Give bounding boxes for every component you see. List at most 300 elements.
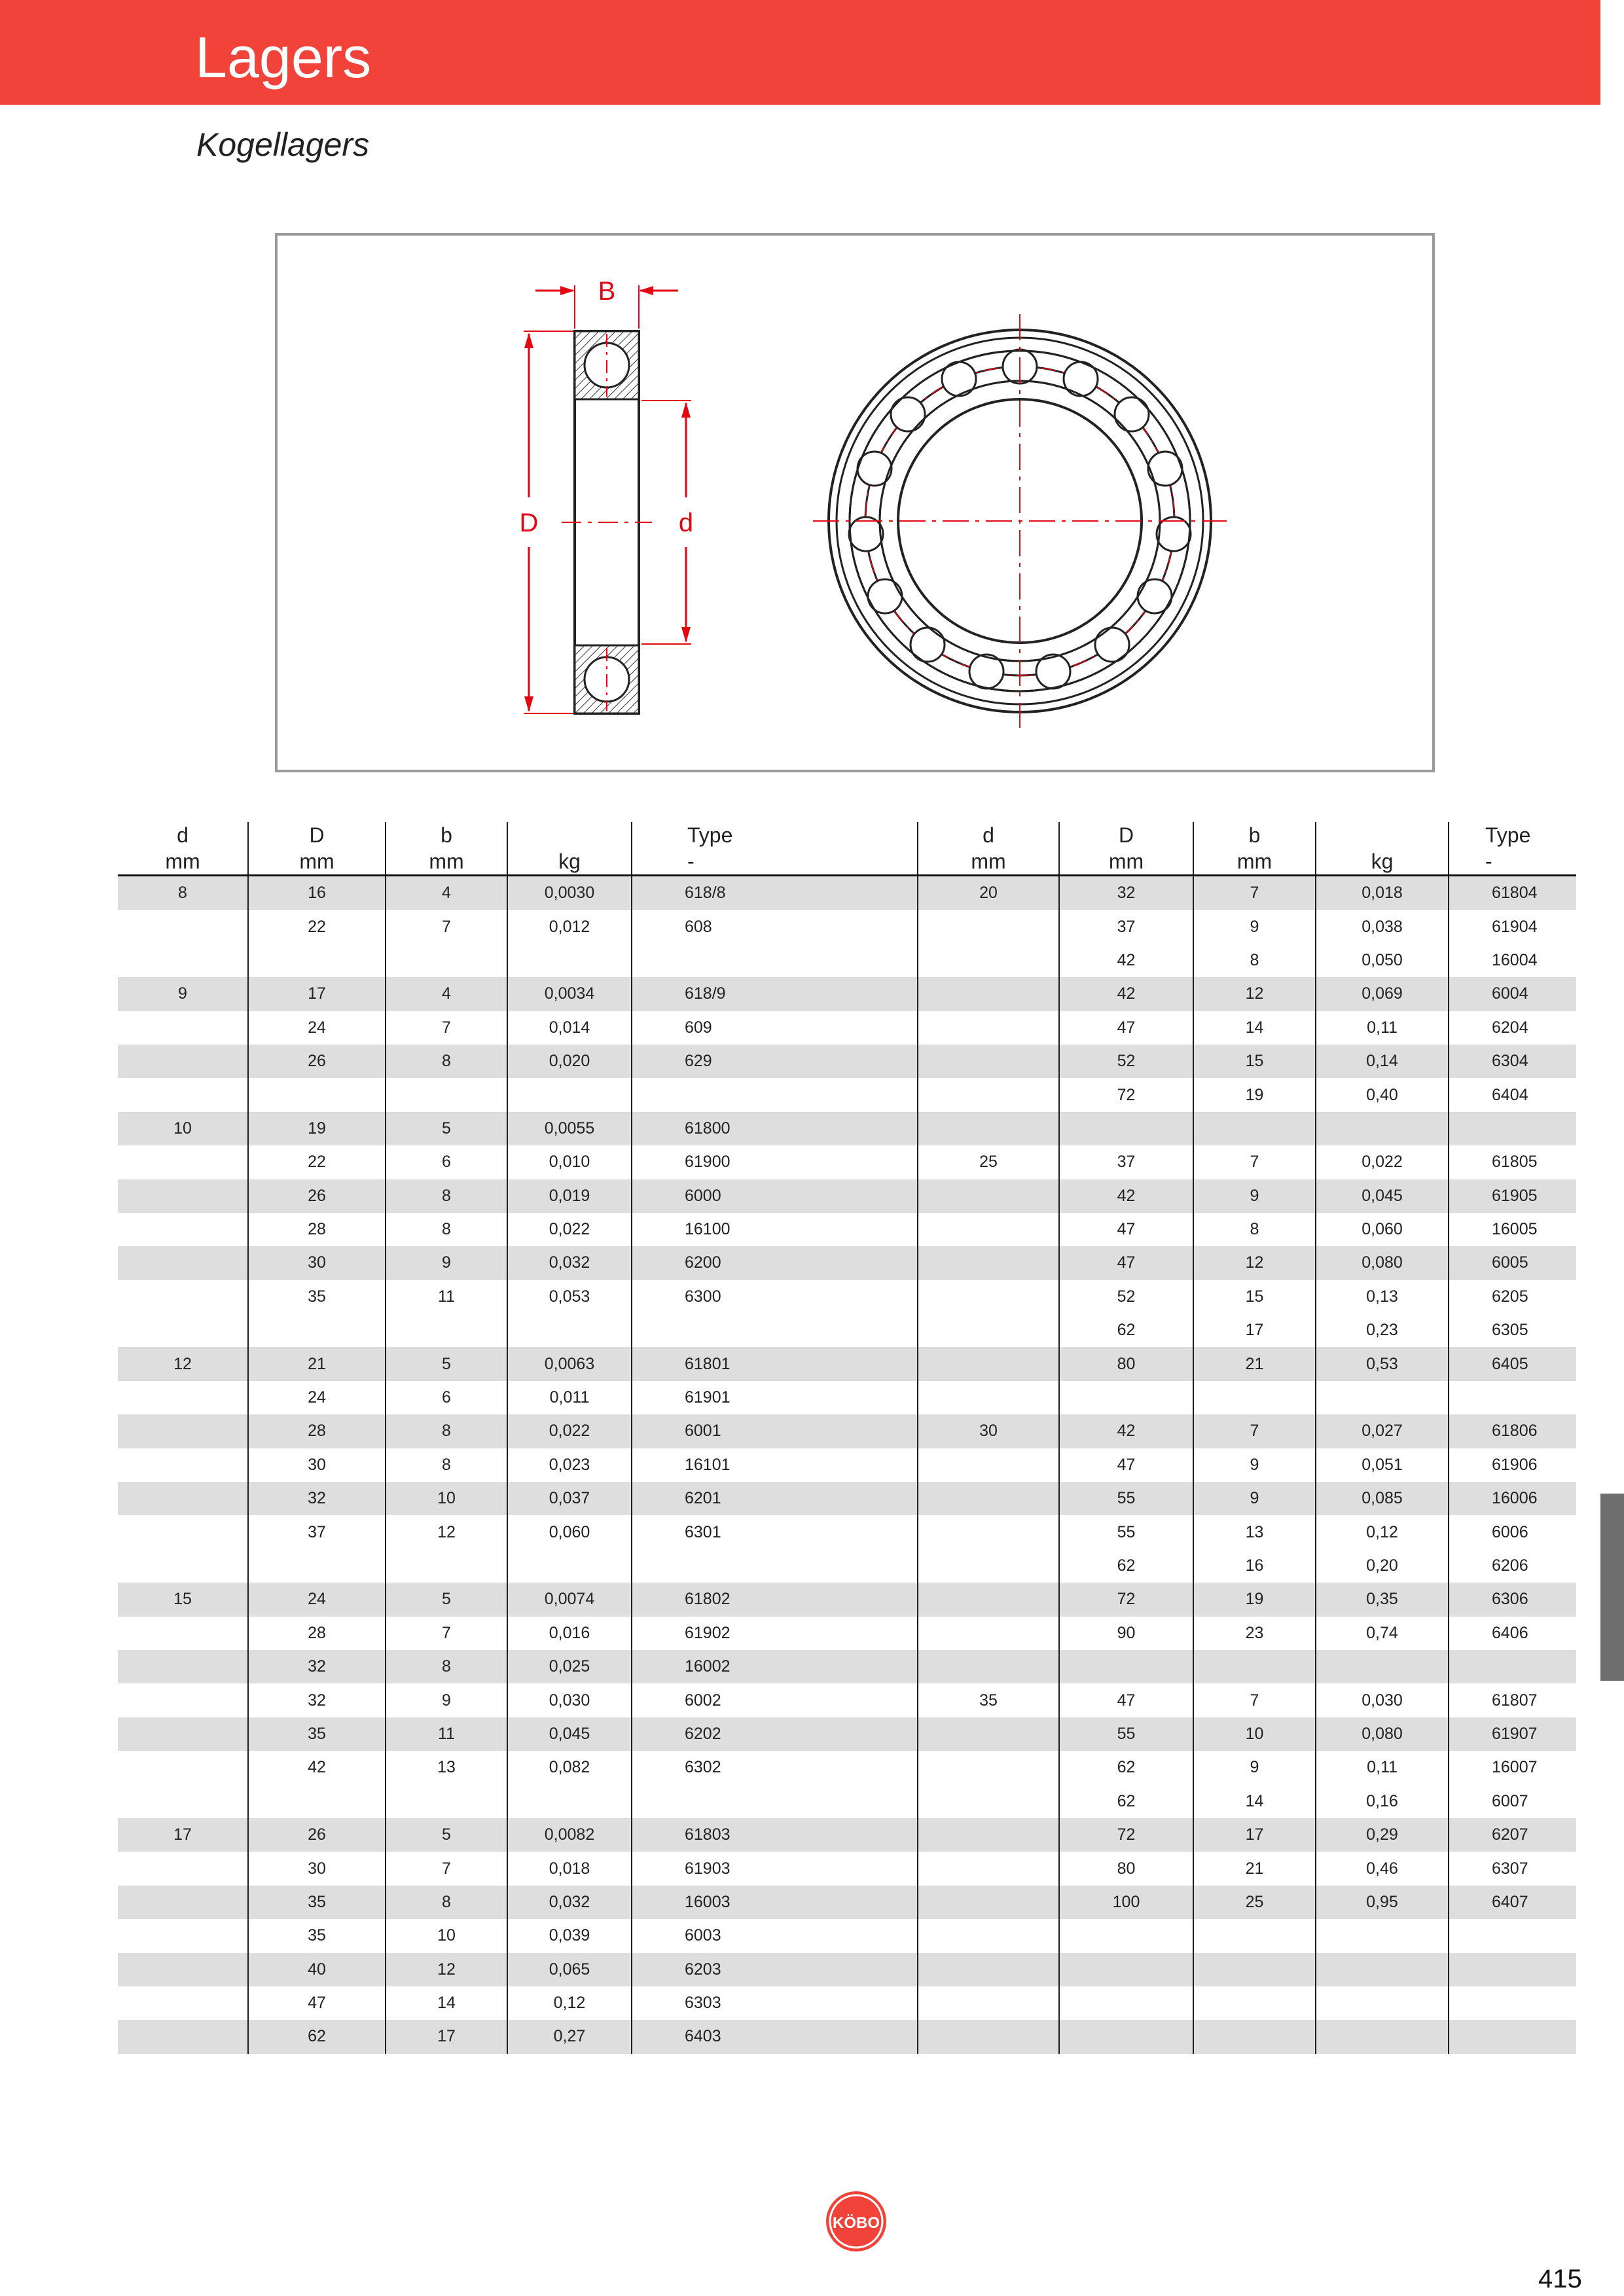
table-cell: 0,022 [1316, 1145, 1449, 1179]
bearing-front-view [813, 314, 1227, 728]
table-cell: 0,014 [507, 1011, 632, 1045]
table-cell: 24 [248, 1583, 386, 1616]
table-cell: 35 [248, 1919, 386, 1952]
table-cell: 90 [1059, 1617, 1193, 1650]
table-cell: 20 [918, 876, 1059, 910]
table-cell [918, 1381, 1059, 1414]
table-cell: 9 [1193, 1751, 1316, 1784]
table-cell: 0,018 [1316, 876, 1449, 910]
table-cell: 61904 [1449, 910, 1576, 943]
table-cell: 72 [1059, 1818, 1193, 1852]
table-cell: 0,23 [1316, 1314, 1449, 1347]
table-cell: 9 [1193, 910, 1316, 943]
table-cell: 16003 [632, 1886, 918, 1919]
table-cell: 25 [918, 1145, 1059, 1179]
table-cell: 0,085 [1316, 1482, 1449, 1515]
table-cell: 6304 [1449, 1045, 1576, 1078]
table-cell: 0,0063 [507, 1347, 632, 1380]
table-cell: 12 [386, 1515, 507, 1549]
table-cell [918, 1818, 1059, 1852]
table-cell [918, 1011, 1059, 1045]
table-cell [118, 1246, 248, 1280]
col-header-type-left: Type - [632, 822, 918, 876]
table-cell: 11 [386, 1717, 507, 1751]
table-cell [1193, 1986, 1316, 2020]
table-cell: 0,022 [507, 1414, 632, 1448]
table-cell: 30 [248, 1448, 386, 1482]
table-cell: 62 [248, 2020, 386, 2053]
table-cell [1193, 1112, 1316, 1145]
table-cell: 6004 [1449, 977, 1576, 1011]
table-cell: 17 [386, 2020, 507, 2053]
table-cell: 61801 [632, 1347, 918, 1380]
table-cell [118, 1179, 248, 1213]
table-cell [248, 1785, 386, 1818]
table-cell: 35 [918, 1683, 1059, 1717]
table-cell: 0,039 [507, 1919, 632, 1952]
table-row [118, 1482, 1576, 1515]
table-cell: 5 [386, 1112, 507, 1145]
table-cell: 80 [1059, 1347, 1193, 1380]
table-cell: 61805 [1449, 1145, 1576, 1179]
table-cell: 28 [248, 1617, 386, 1650]
table-cell: 23 [1193, 1617, 1316, 1650]
table-row [118, 1246, 1576, 1280]
bearing-drawing-svg [278, 236, 1432, 770]
table-cell: 0,29 [1316, 1818, 1449, 1852]
table-header-row [118, 822, 1576, 876]
table-cell: 6301 [632, 1515, 918, 1549]
table-cell: 47 [1059, 1448, 1193, 1482]
table-cell: 42 [1059, 1179, 1193, 1213]
table-row [118, 1145, 1576, 1179]
table-cell: 47 [1059, 1246, 1193, 1280]
table-row [118, 1617, 1576, 1650]
table-cell: 47 [1059, 1213, 1193, 1246]
table-cell [1059, 2020, 1193, 2053]
table-cell: 16 [248, 876, 386, 910]
table-cell: 12 [1193, 1246, 1316, 1280]
table-cell: 8 [118, 876, 248, 910]
table-cell [918, 1650, 1059, 1683]
page-title: Lagers [195, 25, 372, 90]
table-cell: 8 [386, 1179, 507, 1213]
table-cell [1316, 1650, 1449, 1683]
table-cell [248, 1549, 386, 1583]
table-cell [1059, 1919, 1193, 1952]
table-cell [1316, 2020, 1449, 2053]
table-cell: 7 [386, 1011, 507, 1045]
table-row [118, 876, 1576, 910]
table-cell: 42 [248, 1751, 386, 1784]
table-cell: 61900 [632, 1145, 918, 1179]
table-cell: 0,080 [1316, 1246, 1449, 1280]
table-cell: 61906 [1449, 1448, 1576, 1482]
table-cell: 6306 [1449, 1583, 1576, 1616]
table-cell: 25 [1193, 1886, 1316, 1919]
table-cell: 0,016 [507, 1617, 632, 1650]
table-cell: 618/9 [632, 977, 918, 1011]
table-cell: 0,045 [507, 1717, 632, 1751]
table-cell: 9 [1193, 1482, 1316, 1515]
label-inner-diameter: d [678, 509, 694, 537]
table-cell [1193, 1381, 1316, 1414]
table-cell: 14 [1193, 1011, 1316, 1045]
table-cell [118, 1213, 248, 1246]
table-cell: 0,030 [507, 1683, 632, 1717]
table-cell [118, 1751, 248, 1784]
table-cell: 0,020 [507, 1045, 632, 1078]
table-cell [918, 1583, 1059, 1616]
table-cell [918, 1078, 1059, 1111]
table-cell [386, 1078, 507, 1111]
table-cell: 35 [248, 1886, 386, 1919]
table-cell [248, 944, 386, 977]
table-cell [918, 1213, 1059, 1246]
table-cell [118, 1886, 248, 1919]
table-cell [1449, 2020, 1576, 2053]
table-row [118, 1112, 1576, 1145]
table-cell: 6002 [632, 1683, 918, 1717]
table-cell [118, 1617, 248, 1650]
table-cell [118, 2020, 248, 2053]
table-cell [118, 1381, 248, 1414]
table-cell: 6206 [1449, 1549, 1576, 1583]
table-cell [118, 1482, 248, 1515]
table-cell: 7 [386, 910, 507, 943]
table-cell: 10 [386, 1919, 507, 1952]
table-cell: 0,16 [1316, 1785, 1449, 1818]
table-cell: 61903 [632, 1852, 918, 1885]
table-cell: 6305 [1449, 1314, 1576, 1347]
table-cell [507, 1785, 632, 1818]
table-cell: 7 [1193, 1414, 1316, 1448]
table-cell: 0,40 [1316, 1078, 1449, 1111]
table-cell: 16005 [1449, 1213, 1576, 1246]
table-cell [918, 1045, 1059, 1078]
table-cell [918, 977, 1059, 1011]
table-cell: 14 [1193, 1785, 1316, 1818]
chapter-side-tab [1600, 1494, 1624, 1681]
table-cell: 6407 [1449, 1886, 1576, 1919]
table-cell: 8 [386, 1045, 507, 1078]
table-cell: 52 [1059, 1280, 1193, 1314]
table-cell: 0,082 [507, 1751, 632, 1784]
table-cell: 6403 [632, 2020, 918, 2053]
table-cell [918, 1112, 1059, 1145]
table-cell: 0,030 [1316, 1683, 1449, 1717]
table-cell: 0,050 [1316, 944, 1449, 977]
col-header-d-left: d mm [118, 822, 248, 876]
table-cell: 6202 [632, 1717, 918, 1751]
table-cell [118, 1549, 248, 1583]
table-cell [118, 1314, 248, 1347]
table-row [118, 2020, 1576, 2053]
table-cell: 6406 [1449, 1617, 1576, 1650]
table-row [118, 1314, 1576, 1347]
table-cell: 61901 [632, 1381, 918, 1414]
table-cell: 10 [1193, 1717, 1316, 1751]
table-row [118, 1381, 1576, 1414]
table-row [118, 1515, 1576, 1549]
table-cell: 17 [1193, 1818, 1316, 1852]
table-cell [918, 1953, 1059, 1986]
table-cell: 72 [1059, 1583, 1193, 1616]
label-b: B [598, 277, 616, 306]
table-cell [118, 1717, 248, 1751]
table-cell: 0,065 [507, 1953, 632, 1986]
table-cell: 0,0034 [507, 977, 632, 1011]
table-cell [918, 1482, 1059, 1515]
table-cell: 6 [386, 1381, 507, 1414]
table-cell [918, 1617, 1059, 1650]
table-cell: 0,038 [1316, 910, 1449, 943]
table-cell [918, 1314, 1059, 1347]
table-cell [118, 1078, 248, 1111]
table-row [118, 1347, 1576, 1380]
table-cell [918, 1751, 1059, 1784]
col-header-type-right: Type - [1449, 822, 1576, 876]
table-cell [632, 944, 918, 977]
table-cell: 0,74 [1316, 1617, 1449, 1650]
table-cell: 22 [248, 1145, 386, 1179]
table-cell: 5 [386, 1347, 507, 1380]
table-cell: 0,12 [1316, 1515, 1449, 1549]
table-cell: 42 [1059, 944, 1193, 977]
table-cell: 0,14 [1316, 1045, 1449, 1078]
table-cell: 0,060 [1316, 1213, 1449, 1246]
table-cell: 62 [1059, 1751, 1193, 1784]
table-cell: 6300 [632, 1280, 918, 1314]
table-cell: 62 [1059, 1785, 1193, 1818]
table-row [118, 1751, 1576, 1784]
table-cell: 6307 [1449, 1852, 1576, 1885]
table-cell [1059, 1953, 1193, 1986]
table-cell [918, 1179, 1059, 1213]
table-cell [118, 1919, 248, 1952]
table-cell: 16007 [1449, 1751, 1576, 1784]
table-cell: 40 [248, 1953, 386, 1986]
table-cell: 21 [1193, 1852, 1316, 1885]
table-cell: 12 [1193, 977, 1316, 1011]
table-cell [918, 1448, 1059, 1482]
table-cell: 17 [248, 977, 386, 1011]
table-cell: 19 [1193, 1078, 1316, 1111]
table-cell: 52 [1059, 1045, 1193, 1078]
table-cell: 30 [918, 1414, 1059, 1448]
table-cell: 8 [1193, 1213, 1316, 1246]
table-cell: 0,012 [507, 910, 632, 943]
table-cell: 6006 [1449, 1515, 1576, 1549]
table-cell: 61803 [632, 1818, 918, 1852]
table-cell [386, 1785, 507, 1818]
table-cell: 15 [118, 1583, 248, 1616]
table-row [118, 1583, 1576, 1616]
page-number: 415 [1538, 2265, 1582, 2293]
table-cell: 61806 [1449, 1414, 1576, 1448]
table-cell: 0,20 [1316, 1549, 1449, 1583]
table-cell [1449, 1986, 1576, 2020]
table-cell: 37 [1059, 1145, 1193, 1179]
table-cell [118, 1448, 248, 1482]
table-cell [1316, 1381, 1449, 1414]
table-cell: 16002 [632, 1650, 918, 1683]
table-cell: 9 [386, 1683, 507, 1717]
table-cell [386, 944, 507, 977]
table-cell: 0,53 [1316, 1347, 1449, 1380]
table-cell: 4 [386, 876, 507, 910]
table-cell: 7 [1193, 1683, 1316, 1717]
table-body [118, 876, 1576, 2054]
table-cell: 32 [248, 1683, 386, 1717]
table-cell: 35 [248, 1280, 386, 1314]
table-cell [918, 944, 1059, 977]
table-cell: 6404 [1449, 1078, 1576, 1111]
table-cell [918, 910, 1059, 943]
table-cell: 0,11 [1316, 1011, 1449, 1045]
table-cell: 37 [1059, 910, 1193, 943]
table-row [118, 1448, 1576, 1482]
table-cell: 6207 [1449, 1818, 1576, 1852]
table-cell: 12 [386, 1953, 507, 1986]
table-cell: 12 [118, 1347, 248, 1380]
table-cell: 16100 [632, 1213, 918, 1246]
table-cell [118, 1145, 248, 1179]
table-cell [918, 1986, 1059, 2020]
table-cell: 19 [1193, 1583, 1316, 1616]
table-cell [248, 1078, 386, 1111]
table-cell: 0,95 [1316, 1886, 1449, 1919]
table-cell: 21 [248, 1347, 386, 1380]
table-cell: 0,0055 [507, 1112, 632, 1145]
table-cell: 15 [1193, 1280, 1316, 1314]
table-cell: 16006 [1449, 1482, 1576, 1515]
table-row [118, 1011, 1576, 1045]
table-cell: 19 [248, 1112, 386, 1145]
table-cell: 6405 [1449, 1347, 1576, 1380]
table-cell: 629 [632, 1045, 918, 1078]
table-cell: 8 [1193, 944, 1316, 977]
table-cell: 0,019 [507, 1179, 632, 1213]
table-cell: 6203 [632, 1953, 918, 1986]
table-row [118, 1078, 1576, 1111]
table-cell [1449, 1112, 1576, 1145]
table-cell: 9 [1193, 1179, 1316, 1213]
table-cell: 61905 [1449, 1179, 1576, 1213]
table-row [118, 1785, 1576, 1818]
table-cell [918, 1785, 1059, 1818]
table-cell [118, 1986, 248, 2020]
col-header-kg-right: kg [1316, 822, 1449, 876]
table-cell [918, 1246, 1059, 1280]
table-cell: 32 [248, 1650, 386, 1683]
table-row [118, 1549, 1576, 1583]
table-cell: 28 [248, 1213, 386, 1246]
table-cell: 16004 [1449, 944, 1576, 977]
table-cell: 0,022 [507, 1213, 632, 1246]
table-row [118, 1213, 1576, 1246]
col-header-kg-left: kg [507, 822, 632, 876]
table-cell: 61807 [1449, 1683, 1576, 1717]
table-cell: 0,46 [1316, 1852, 1449, 1885]
table-cell: 0,27 [507, 2020, 632, 2053]
table-cell: 4 [386, 977, 507, 1011]
table-cell: 35 [248, 1717, 386, 1751]
table-cell: 9 [1193, 1448, 1316, 1482]
table-cell: 11 [386, 1280, 507, 1314]
table-cell: 80 [1059, 1852, 1193, 1885]
bearing-spec-table [118, 822, 1576, 2054]
table-row [118, 1414, 1576, 1448]
table-cell: 47 [1059, 1011, 1193, 1045]
table-cell: 0,037 [507, 1482, 632, 1515]
table-row [118, 1179, 1576, 1213]
bearing-section-view [562, 331, 652, 713]
table-cell: 0,0074 [507, 1583, 632, 1616]
table-cell: 6204 [1449, 1011, 1576, 1045]
table-cell [632, 1549, 918, 1583]
table-cell: 17 [118, 1818, 248, 1852]
table-cell: 9 [118, 977, 248, 1011]
table-cell: 6005 [1449, 1246, 1576, 1280]
table-cell [386, 1549, 507, 1583]
table-cell: 5 [386, 1583, 507, 1616]
table-cell: 6205 [1449, 1280, 1576, 1314]
table-cell [1316, 1919, 1449, 1952]
table-cell [1059, 1650, 1193, 1683]
table-cell: 30 [248, 1246, 386, 1280]
table-cell: 28 [248, 1414, 386, 1448]
table-row [118, 977, 1576, 1011]
table-cell [507, 944, 632, 977]
table-cell [248, 1314, 386, 1347]
table-row [118, 910, 1576, 943]
table-cell [918, 1280, 1059, 1314]
table-cell [118, 910, 248, 943]
dimension-b [535, 277, 678, 329]
table-cell: 0,12 [507, 1986, 632, 2020]
table-cell: 5 [386, 1818, 507, 1852]
table-cell [918, 1347, 1059, 1380]
table-cell: 6007 [1449, 1785, 1576, 1818]
table-cell: 26 [248, 1045, 386, 1078]
table-cell [918, 1919, 1059, 1952]
table-cell: 0,025 [507, 1650, 632, 1683]
table-cell: 17 [1193, 1314, 1316, 1347]
table-cell [918, 1515, 1059, 1549]
col-header-b-right: b mm [1193, 822, 1316, 876]
table-cell [1193, 1650, 1316, 1683]
table-cell: 6200 [632, 1246, 918, 1280]
table-cell: 0,018 [507, 1852, 632, 1885]
table-cell [1193, 1919, 1316, 1952]
table-cell: 15 [1193, 1045, 1316, 1078]
table-cell: 618/8 [632, 876, 918, 910]
table-cell: 100 [1059, 1886, 1193, 1919]
table-cell [118, 1650, 248, 1683]
table-row [118, 1852, 1576, 1885]
table-cell: 55 [1059, 1515, 1193, 1549]
table-cell: 10 [386, 1482, 507, 1515]
table-cell [918, 1852, 1059, 1885]
table-row [118, 1280, 1576, 1314]
table-cell: 32 [1059, 876, 1193, 910]
table-cell [118, 1785, 248, 1818]
table-cell: 0,11 [1316, 1751, 1449, 1784]
table-cell: 0,027 [1316, 1414, 1449, 1448]
table-cell [118, 1683, 248, 1717]
table-cell: 7 [386, 1852, 507, 1885]
